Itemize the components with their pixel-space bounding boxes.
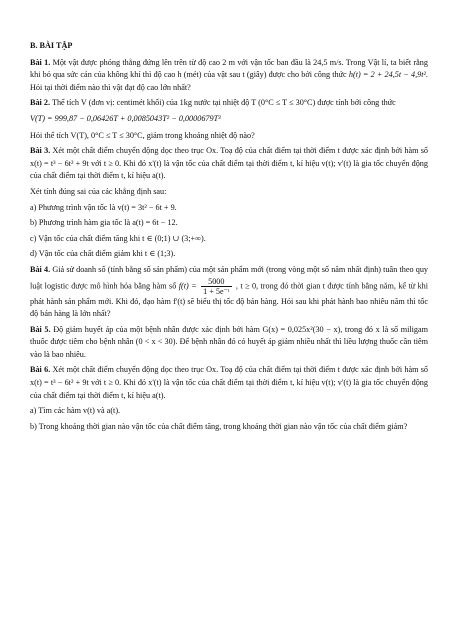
exercise-2-label: Bài 2.	[30, 98, 51, 108]
exercise-3-instruction: Xét tính đúng sai của các khẳng định sau:	[30, 186, 167, 196]
exercise-6-label: Bài 6.	[30, 365, 51, 375]
exercise-5	[30, 324, 428, 362]
exercise-2-formula: V(T) = 999,87 − 0,06426T + 0,0085043T² − 0,0000679T³	[30, 113, 221, 123]
exercise-4	[30, 264, 428, 321]
exercise-6	[30, 364, 428, 402]
exercise-4-label: Bài 4.	[30, 264, 51, 274]
exercise-4-condition: , t ≥ 0,	[235, 280, 259, 290]
exercise-1-label: Bài 1.	[30, 57, 51, 67]
exercise-4-fraction-numerator: 5000	[201, 277, 231, 287]
section-title: B. BÀI TẬP	[30, 41, 73, 50]
exercise-3	[30, 145, 428, 183]
exercise-3-statement-c: c) Vận tốc của chất điểm tăng khi t ∈ (0;1) ∪ (3;+∞).	[30, 233, 206, 243]
exercise-3-text: Xét một chất điểm chuyển động dọc theo trục Ox. Toạ độ của chất điểm tại thời điểm t được xác định bởi hàm số x(t) = t³ − 6t² + 9t với t ≥ 0. Khi đó x'(t) là vận tốc của chất điểm tại thời điểm t, kí hiệu v(t); v'(t) là gia tốc chuyển động của chất điểm tại thời điểm t, kí hiệu a(t).	[30, 146, 429, 181]
exercise-4-text: Giả sử doanh số (tính bằng số sản phẩm) của một sản phẩm mới (trong vòng một số năm nhất định) tuân theo quy luật logistic được mô hình hóa bằng hàm số	[30, 264, 429, 290]
exercise-4-fraction	[201, 277, 231, 296]
exercise-6-text: Xét một chất điểm chuyển động dọc theo trục Ox. Toạ độ của chất điểm tại thời điểm t được xác định bởi hàm số x(t) = t³ − 6t² + 9t với t ≥ 0. Khi đó x'(t) là vận tốc của chất điểm tại thời điểm t, kí hiệu v(t); v'(t) là gia tốc chuyển động của chất điểm tại thời điểm t, kí hiệu a(t).	[30, 365, 429, 400]
exercise-2-text: Thể tích V (đơn vị: centimét khối) của 1kg nước tại nhiệt độ T (0°C ≤ T ≤ 30°C) được tính bởi công thức	[51, 98, 396, 108]
exercise-3-statement-d: d) Vận tốc của chất điểm giảm khi t ∈ (1;3).	[30, 249, 176, 259]
exercise-1	[30, 57, 428, 95]
exercise-6-part-b: b) Trong khoảng thời gian nào vận tốc của chất điểm tăng, trong khoảng thời gian nào vận tốc của chất điểm giảm?	[30, 421, 408, 431]
exercise-5-label: Bài 5.	[30, 324, 51, 334]
exercise-1-formula: h(t) = 2 + 24,5t − 4,9t².	[348, 70, 429, 80]
exercise-5-text: Độ giảm huyết áp của một bệnh nhân được xác định bởi hàm G(x) = 0,025x²(30 − x), trong đó x là số miligam thuốc được tiêm cho bệnh nhân (0 < x < 30). Để bệnh nhân đó có huyết áp giảm nhiều nhất thì liều lượng thuốc cần tiêm vào là bao nhiêu.	[30, 324, 428, 359]
exercise-3-statement-b: b) Phương trình hàm gia tốc là a(t) = 6t − 12.	[30, 218, 178, 228]
exercise-4-question: trong đó thời gian t được tính bằng năm, kể từ khi phát hành sản phẩm mới. Khi đó, đạo hàm f'(t) sẽ biểu thị tốc độ bán hàng. Hỏi sau khi phát hành bao nhiêu năm thì tốc độ bán hàng là lớn nhất?	[30, 280, 429, 319]
exercise-1-question: Hỏi tại thời điểm nào thì vật đạt độ cao lớn nhất?	[30, 82, 191, 92]
exercise-2	[30, 97, 428, 110]
exercise-3-statement-a: a) Phương trình vận tốc là v(t) = 3t² − 6t + 9.	[30, 202, 177, 212]
exercise-1-text: Một vật được phóng thẳng đứng lên trên từ độ cao 2 m với vận tốc ban đầu là 24,5 m/s. Trong Vật lí, ta biết rằng khi bỏ qua sức cản của không khí thì độ cao h (mét) của vật sau t (giây) được cho bởi công thức	[30, 57, 428, 80]
exercise-2-question: Hỏi thể tích V(T), 0°C ≤ T ≤ 30°C, giảm trong khoảng nhiệt độ nào?	[30, 130, 255, 140]
exercise-4-function-lhs: f(t) =	[178, 280, 197, 290]
exercise-3-label: Bài 3.	[30, 146, 51, 156]
exercise-4-fraction-denominator: 1 + 5e⁻ᵗ	[203, 286, 230, 296]
exercise-6-part-a: a) Tìm các hàm v(t) và a(t).	[30, 406, 121, 416]
